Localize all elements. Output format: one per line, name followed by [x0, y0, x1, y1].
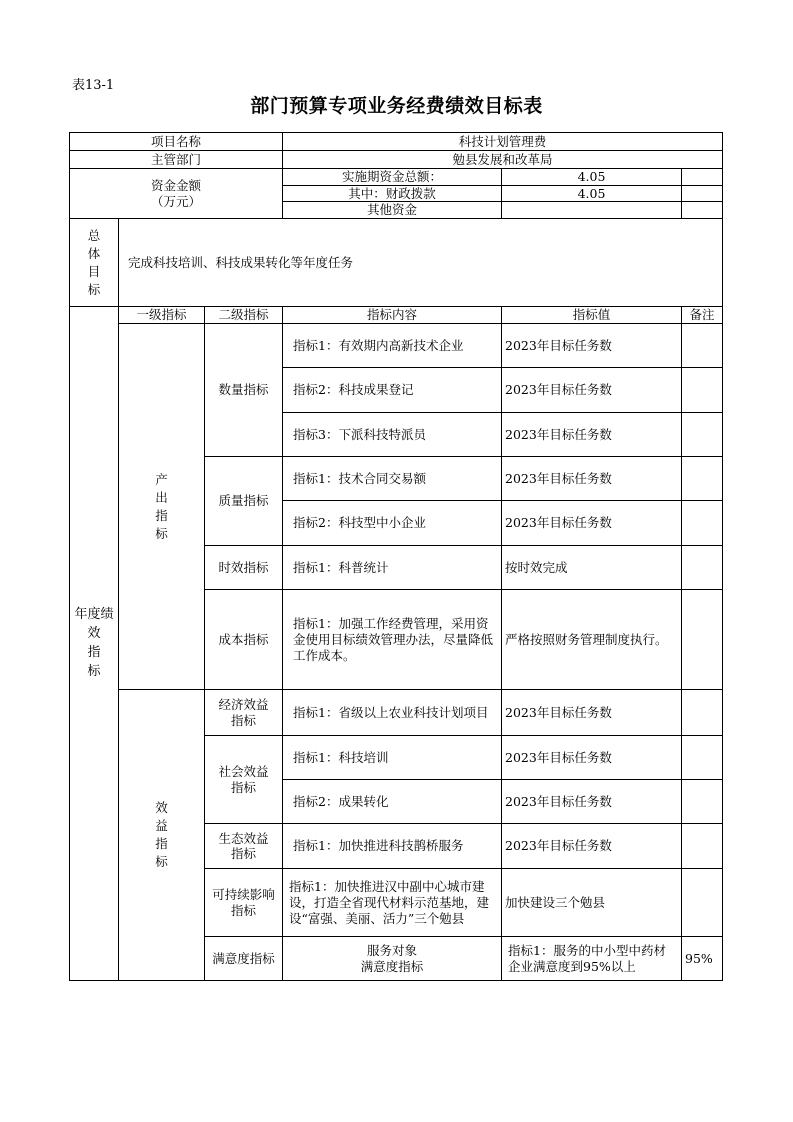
fiscal-fund-label: 其中：财政拨款	[283, 185, 502, 202]
economic-line: 经济效益	[218, 697, 269, 713]
indicator-value: 95%	[682, 937, 723, 981]
sustainable-line: 指标	[231, 902, 257, 918]
dept-row	[70, 151, 723, 169]
indicator-content: 指标1：加快推进汉中副中心城市建设，打造全省现代材料示范基地，建设“富强、美丽、活力”三个勉县	[283, 869, 502, 937]
indicator-note	[682, 501, 723, 546]
annual-label-line: 效	[87, 625, 101, 641]
header-note: 备注	[682, 307, 723, 324]
indicator-content: 指标1：技术合同交易额	[283, 457, 502, 501]
indicator-note	[682, 457, 723, 501]
ecological-line: 生态效益	[218, 830, 269, 846]
economic-line: 指标	[231, 712, 257, 728]
overall-goal-char: 标	[87, 281, 101, 297]
output-label-char: 产	[155, 471, 168, 487]
timeliness-indicator: 时效指标	[205, 546, 283, 590]
header-level1: 一级指标	[119, 307, 205, 324]
quantity-indicator: 数量指标	[205, 324, 283, 457]
indicator-value: 2023年目标任务数	[502, 368, 682, 413]
benefit-label-char: 效	[155, 800, 168, 815]
indicator-note	[682, 413, 723, 457]
project-name-row	[70, 133, 723, 151]
indicator-row	[70, 324, 723, 368]
indicator-note	[682, 590, 723, 690]
project-name-value: 科技计划管理费	[283, 133, 723, 151]
sustainable-line: 可持续影响	[212, 887, 275, 903]
benefit-indicator-label	[119, 690, 205, 981]
indicator-value: 2023年目标任务数	[502, 324, 682, 368]
overall-goal-char: 总	[87, 227, 101, 243]
overall-goal-text: 完成科技培训、科技成果转化等年度任务	[119, 219, 723, 307]
header-value: 指标值	[502, 307, 682, 324]
service-line: 服务对象	[367, 943, 418, 959]
annual-label-line: 指	[87, 644, 101, 660]
indicator-value: 2023年目标任务数	[502, 690, 682, 736]
ecological-indicator	[205, 824, 283, 869]
table-number: 表13-1	[72, 78, 115, 93]
indicator-value: 严格按照财务管理制度执行。	[502, 590, 682, 690]
other-fund-value	[502, 202, 682, 219]
indicator-value: 2023年目标任务数	[502, 780, 682, 824]
fund-total-row	[70, 169, 723, 186]
annual-label-line: 年度绩	[74, 607, 114, 623]
social-line: 社会效益	[218, 764, 269, 780]
benefit-label-char: 标	[155, 854, 168, 870]
indicator-content: 指标2：科技成果登记	[283, 368, 502, 413]
annual-label-line: 标	[87, 663, 101, 679]
indicator-value: 2023年目标任务数	[502, 736, 682, 780]
indicator-content: 指标1：加快推进科技鹊桥服务	[283, 824, 502, 869]
cost-indicator: 成本指标	[205, 590, 283, 690]
indicator-content: 指标2：成果转化	[283, 780, 502, 824]
indicator-note	[682, 869, 723, 937]
fund-label-line2: （万元）	[151, 193, 202, 209]
social-line: 指标	[231, 779, 257, 795]
indicator-note	[682, 324, 723, 368]
service-line: 满意度指标	[360, 958, 424, 974]
indicator-value: 按时效完成	[502, 546, 682, 590]
social-indicator	[205, 736, 283, 824]
benefit-label-char: 益	[155, 818, 168, 834]
output-indicator-label	[119, 324, 205, 690]
indicator-content: 指标2：科技型中小企业	[283, 501, 502, 546]
indicator-content: 指标1：科普统计	[283, 546, 502, 590]
indicator-note	[682, 546, 723, 590]
indicator-note	[682, 780, 723, 824]
economic-indicator	[205, 690, 283, 736]
output-label-char: 出	[155, 489, 168, 505]
indicator-note	[682, 690, 723, 736]
fiscal-fund-value: 4.05	[502, 185, 682, 202]
annual-indicator-label	[70, 307, 119, 981]
project-name-label: 项目名称	[70, 133, 283, 151]
service-satisfaction-indicator	[283, 937, 502, 981]
ecological-line: 指标	[231, 846, 257, 862]
fund-label-line1: 资金金额	[151, 178, 202, 193]
header-content: 指标内容	[283, 307, 502, 324]
indicator-content: 指标3：下派科技特派员	[283, 413, 502, 457]
quality-indicator: 质量指标	[205, 457, 283, 546]
page-title: 部门预算专项业务经费绩效目标表	[250, 95, 543, 117]
header-level2: 二级指标	[205, 307, 283, 324]
indicator-header-row	[70, 307, 723, 324]
sustainable-indicator	[205, 869, 283, 937]
indicator-content: 指标1：有效期内高新技术企业	[283, 324, 502, 368]
performance-target-table	[69, 132, 723, 981]
indicator-note	[682, 824, 723, 869]
indicator-content: 指标1：加强工作经费管理，采用资金使用目标绩效管理办法，尽量降低工作成本。	[283, 590, 502, 690]
indicator-content: 指标1：科技培训	[283, 736, 502, 780]
overall-goal-label	[70, 219, 119, 307]
indicator-note	[682, 736, 723, 780]
indicator-value: 2023年目标任务数	[502, 413, 682, 457]
fund-amount-label	[70, 169, 283, 219]
benefit-label-char: 指	[155, 836, 168, 852]
total-fund-label: 实施期资金总额：	[283, 169, 502, 186]
indicator-content: 指标1：服务的中小型中药材企业满意度到95%以上	[502, 937, 682, 981]
total-fund-value: 4.05	[502, 169, 682, 186]
output-label-char: 标	[155, 525, 168, 541]
overall-goal-row	[70, 219, 723, 307]
satisfaction-indicator-label: 满意度指标	[205, 937, 283, 981]
indicator-value: 2023年目标任务数	[502, 457, 682, 501]
indicator-content: 指标1：省级以上农业科技计划项目	[283, 690, 502, 736]
indicator-value: 加快建设三个勉县	[502, 869, 682, 937]
overall-goal-char: 体	[87, 245, 101, 261]
overall-goal-char: 目	[87, 263, 101, 279]
indicator-row	[70, 690, 723, 736]
other-fund-label: 其他资金	[283, 202, 502, 219]
output-label-char: 指	[155, 507, 168, 523]
indicator-value: 2023年目标任务数	[502, 824, 682, 869]
indicator-note	[682, 368, 723, 413]
dept-label: 主管部门	[70, 151, 283, 169]
dept-value: 勉县发展和改革局	[283, 151, 723, 169]
indicator-value: 2023年目标任务数	[502, 501, 682, 546]
